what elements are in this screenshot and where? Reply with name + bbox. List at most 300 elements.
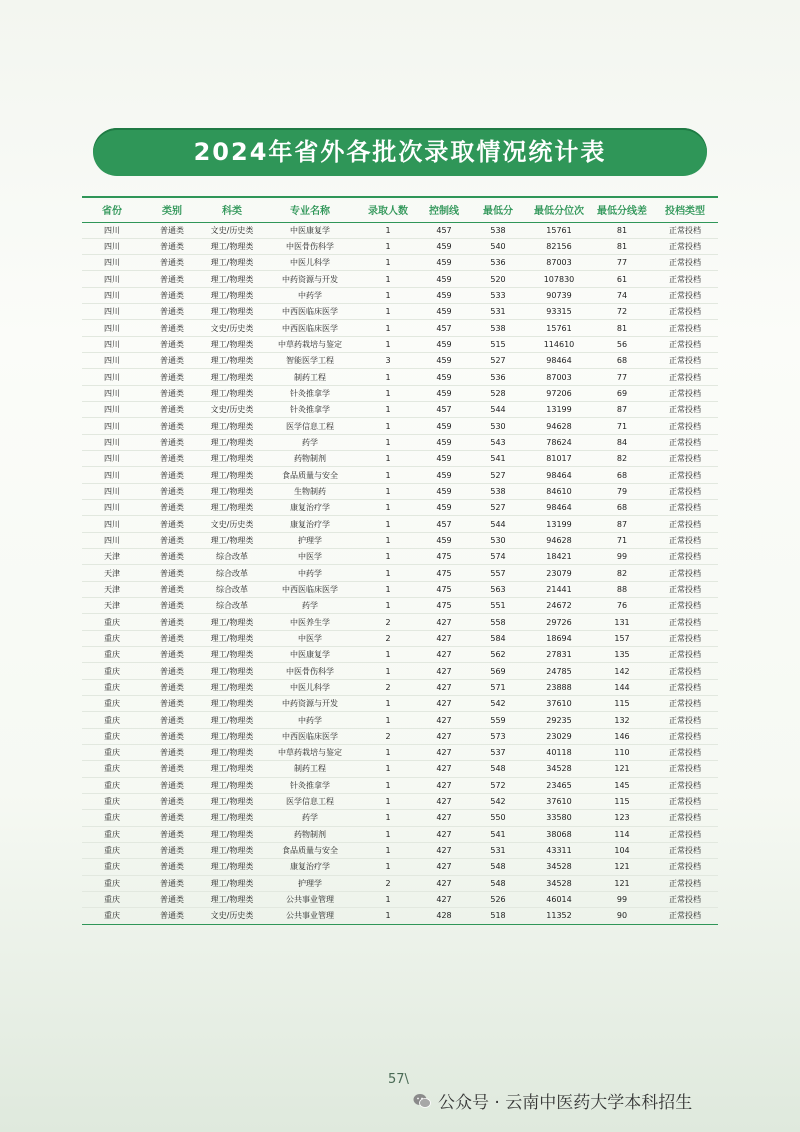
table-cell: 81 (592, 238, 652, 254)
table-cell: 68 (592, 500, 652, 516)
table-cell: 459 (418, 255, 470, 271)
table-cell: 135 (592, 647, 652, 663)
column-header: 投档类型 (652, 197, 718, 222)
table-cell: 1 (358, 745, 418, 761)
table-cell: 普通类 (142, 238, 202, 254)
table-cell: 正常投档 (652, 483, 718, 499)
table-cell: 中西医临床医学 (262, 304, 358, 320)
table-cell: 459 (418, 353, 470, 369)
table-cell: 理工/物理类 (202, 777, 262, 793)
table-cell: 普通类 (142, 222, 202, 238)
table-cell: 理工/物理类 (202, 679, 262, 695)
table-cell: 中医养生学 (262, 614, 358, 630)
table-cell: 84 (592, 434, 652, 450)
table-cell: 569 (470, 663, 526, 679)
table-cell: 541 (470, 826, 526, 842)
table-cell: 121 (592, 761, 652, 777)
table-cell: 四川 (82, 516, 142, 532)
table-cell: 正常投档 (652, 255, 718, 271)
table-cell: 1 (358, 565, 418, 581)
table-cell: 重庆 (82, 647, 142, 663)
table-cell: 538 (470, 483, 526, 499)
table-cell: 571 (470, 679, 526, 695)
table-cell: 114 (592, 826, 652, 842)
table-cell: 正常投档 (652, 777, 718, 793)
table-cell: 427 (418, 696, 470, 712)
table-cell: 87003 (526, 255, 592, 271)
table-cell: 427 (418, 842, 470, 858)
table-cell: 527 (470, 500, 526, 516)
table-cell: 食品质量与安全 (262, 842, 358, 858)
table-row (82, 500, 718, 516)
table-cell: 562 (470, 647, 526, 663)
table-cell: 1 (358, 222, 418, 238)
table-cell: 537 (470, 745, 526, 761)
table-cell: 459 (418, 467, 470, 483)
table-cell: 重庆 (82, 712, 142, 728)
table-cell: 540 (470, 238, 526, 254)
table-cell: 99 (592, 891, 652, 907)
table-cell: 中药资源与开发 (262, 271, 358, 287)
table-cell: 中医康复学 (262, 222, 358, 238)
table-cell: 普通类 (142, 532, 202, 548)
table-cell: 548 (470, 761, 526, 777)
table-cell: 正常投档 (652, 810, 718, 826)
table-cell: 24672 (526, 598, 592, 614)
table-cell: 四川 (82, 532, 142, 548)
table-cell: 药学 (262, 434, 358, 450)
table-cell: 1 (358, 581, 418, 597)
table-cell: 1 (358, 712, 418, 728)
table-cell: 普通类 (142, 826, 202, 842)
table-cell: 正常投档 (652, 663, 718, 679)
table-cell: 四川 (82, 500, 142, 516)
table-cell: 1 (358, 255, 418, 271)
table-cell: 68 (592, 353, 652, 369)
table-row (82, 647, 718, 663)
table-row (82, 728, 718, 744)
table-cell: 普通类 (142, 369, 202, 385)
table-cell: 四川 (82, 353, 142, 369)
table-cell: 普通类 (142, 418, 202, 434)
table-cell: 普通类 (142, 908, 202, 924)
table-cell: 理工/物理类 (202, 451, 262, 467)
table-row (82, 287, 718, 303)
table-cell: 61 (592, 271, 652, 287)
table-cell: 普通类 (142, 402, 202, 418)
table-row (82, 255, 718, 271)
table-cell: 理工/物理类 (202, 369, 262, 385)
table-row (82, 793, 718, 809)
table-cell: 459 (418, 500, 470, 516)
table-cell: 98464 (526, 467, 592, 483)
table-cell: 四川 (82, 451, 142, 467)
table-cell: 146 (592, 728, 652, 744)
table-body (82, 222, 718, 924)
table-cell: 37610 (526, 793, 592, 809)
table-cell: 正常投档 (652, 222, 718, 238)
table-cell: 71 (592, 418, 652, 434)
table-cell: 四川 (82, 271, 142, 287)
table-cell: 459 (418, 336, 470, 352)
table-cell: 68 (592, 467, 652, 483)
table-cell: 427 (418, 891, 470, 907)
table-cell: 1 (358, 500, 418, 516)
table-cell: 四川 (82, 434, 142, 450)
table-cell: 中药学 (262, 712, 358, 728)
table-cell: 11352 (526, 908, 592, 924)
table-cell: 18694 (526, 630, 592, 646)
table-cell: 142 (592, 663, 652, 679)
table-cell: 115 (592, 793, 652, 809)
table-cell: 427 (418, 614, 470, 630)
table-cell: 制药工程 (262, 369, 358, 385)
table-cell: 557 (470, 565, 526, 581)
table-cell: 针灸推拿学 (262, 402, 358, 418)
table-cell: 1 (358, 842, 418, 858)
table-cell: 81 (592, 320, 652, 336)
table-cell: 普通类 (142, 663, 202, 679)
table-cell: 四川 (82, 467, 142, 483)
table-cell: 普通类 (142, 549, 202, 565)
table-row (82, 581, 718, 597)
table-row (82, 369, 718, 385)
table-cell: 中药学 (262, 287, 358, 303)
table-row (82, 418, 718, 434)
table-cell: 普通类 (142, 875, 202, 891)
table-cell: 93315 (526, 304, 592, 320)
table-cell: 普通类 (142, 320, 202, 336)
table-cell: 3 (358, 353, 418, 369)
table-cell: 四川 (82, 222, 142, 238)
table-cell: 71 (592, 532, 652, 548)
table-cell: 综合改革 (202, 581, 262, 597)
page-title: 2024年省外各批次录取情况统计表 (193, 138, 607, 166)
table-cell: 24785 (526, 663, 592, 679)
table-cell: 77 (592, 369, 652, 385)
table-cell: 15761 (526, 222, 592, 238)
table-row (82, 777, 718, 793)
table-cell: 528 (470, 385, 526, 401)
table-row (82, 483, 718, 499)
table-cell: 药学 (262, 810, 358, 826)
table-row (82, 614, 718, 630)
table-row (82, 549, 718, 565)
table-cell: 理工/物理类 (202, 238, 262, 254)
table-cell: 34528 (526, 875, 592, 891)
table-cell: 重庆 (82, 810, 142, 826)
table-cell: 重庆 (82, 859, 142, 875)
table-cell: 520 (470, 271, 526, 287)
table-cell: 558 (470, 614, 526, 630)
table-cell: 中医儿科学 (262, 679, 358, 695)
table-cell: 427 (418, 663, 470, 679)
table-cell: 护理学 (262, 875, 358, 891)
table-cell: 72 (592, 304, 652, 320)
table-cell: 重庆 (82, 761, 142, 777)
table-cell: 1 (358, 663, 418, 679)
table-cell: 针灸推拿学 (262, 777, 358, 793)
table-cell: 1 (358, 271, 418, 287)
table-cell: 理工/物理类 (202, 793, 262, 809)
table-cell: 131 (592, 614, 652, 630)
table-cell: 普通类 (142, 614, 202, 630)
table-cell: 1 (358, 859, 418, 875)
table-row (82, 451, 718, 467)
table-cell: 中西医临床医学 (262, 320, 358, 336)
table-row (82, 353, 718, 369)
table-cell: 康复治疗学 (262, 859, 358, 875)
table-row (82, 271, 718, 287)
table-cell: 四川 (82, 320, 142, 336)
table-cell: 541 (470, 451, 526, 467)
table-cell: 82 (592, 451, 652, 467)
table-cell: 82156 (526, 238, 592, 254)
table-cell: 四川 (82, 287, 142, 303)
official-account-label: 公众号 · 云南中医药大学本科招生 (438, 1093, 693, 1113)
table-cell: 459 (418, 238, 470, 254)
table-cell: 四川 (82, 418, 142, 434)
table-cell: 正常投档 (652, 418, 718, 434)
table-cell: 普通类 (142, 385, 202, 401)
table-cell: 459 (418, 483, 470, 499)
table-cell: 四川 (82, 238, 142, 254)
table-cell: 427 (418, 859, 470, 875)
table-cell: 正常投档 (652, 793, 718, 809)
table-cell: 普通类 (142, 745, 202, 761)
table-row (82, 826, 718, 842)
table-cell: 531 (470, 304, 526, 320)
table-cell: 综合改革 (202, 549, 262, 565)
table-cell: 475 (418, 565, 470, 581)
table-row (82, 679, 718, 695)
table-cell: 普通类 (142, 598, 202, 614)
table-cell: 药物制剂 (262, 826, 358, 842)
table-cell: 中医儿科学 (262, 255, 358, 271)
table-cell: 理工/物理类 (202, 696, 262, 712)
admission-stats-table (82, 196, 718, 925)
table-cell: 正常投档 (652, 451, 718, 467)
table-cell: 正常投档 (652, 908, 718, 924)
table-cell: 正常投档 (652, 696, 718, 712)
table-cell: 重庆 (82, 663, 142, 679)
table-cell: 正常投档 (652, 826, 718, 842)
table-cell: 544 (470, 402, 526, 418)
table-cell: 94628 (526, 532, 592, 548)
column-header: 最低分线差 (592, 197, 652, 222)
table-cell: 1 (358, 793, 418, 809)
table-cell: 1 (358, 434, 418, 450)
table-cell: 四川 (82, 402, 142, 418)
table-cell: 中医康复学 (262, 647, 358, 663)
table-cell: 38068 (526, 826, 592, 842)
table-row (82, 320, 718, 336)
table-cell: 公共事业管理 (262, 908, 358, 924)
table-cell: 普通类 (142, 565, 202, 581)
table-cell: 理工/物理类 (202, 271, 262, 287)
table-cell: 天津 (82, 581, 142, 597)
table-cell: 普通类 (142, 810, 202, 826)
table-cell: 551 (470, 598, 526, 614)
table-cell: 理工/物理类 (202, 336, 262, 352)
table-cell: 82 (592, 565, 652, 581)
table-cell: 理工/物理类 (202, 614, 262, 630)
table-cell: 理工/物理类 (202, 810, 262, 826)
table-cell: 1 (358, 369, 418, 385)
table-cell: 理工/物理类 (202, 532, 262, 548)
table-cell: 427 (418, 728, 470, 744)
table-cell: 重庆 (82, 908, 142, 924)
table-cell: 459 (418, 451, 470, 467)
table-cell: 理工/物理类 (202, 745, 262, 761)
table-cell: 正常投档 (652, 532, 718, 548)
column-header: 最低分 (470, 197, 526, 222)
table-row (82, 663, 718, 679)
table-cell: 普通类 (142, 500, 202, 516)
column-header: 控制线 (418, 197, 470, 222)
table-cell: 普通类 (142, 630, 202, 646)
table-cell: 中药资源与开发 (262, 696, 358, 712)
table-cell: 普通类 (142, 434, 202, 450)
table-cell: 1 (358, 418, 418, 434)
table-cell: 理工/物理类 (202, 353, 262, 369)
table-cell: 正常投档 (652, 353, 718, 369)
table-cell: 正常投档 (652, 859, 718, 875)
table-cell: 理工/物理类 (202, 761, 262, 777)
table-cell: 2 (358, 728, 418, 744)
table-cell: 94628 (526, 418, 592, 434)
table-row (82, 761, 718, 777)
table-cell: 1 (358, 320, 418, 336)
table-cell: 76 (592, 598, 652, 614)
table-cell: 457 (418, 320, 470, 336)
table-cell: 普通类 (142, 859, 202, 875)
table-cell: 理工/物理类 (202, 630, 262, 646)
table-cell: 459 (418, 418, 470, 434)
table-cell: 115 (592, 696, 652, 712)
table-cell: 459 (418, 369, 470, 385)
table-cell: 527 (470, 353, 526, 369)
table-cell: 515 (470, 336, 526, 352)
table-cell: 文史/历史类 (202, 320, 262, 336)
table-cell: 78624 (526, 434, 592, 450)
table-cell: 普通类 (142, 696, 202, 712)
table-cell: 正常投档 (652, 875, 718, 891)
table-cell: 普通类 (142, 255, 202, 271)
table-cell: 530 (470, 532, 526, 548)
table-cell: 87 (592, 402, 652, 418)
table-cell: 重庆 (82, 696, 142, 712)
table-cell: 正常投档 (652, 630, 718, 646)
column-header: 录取人数 (358, 197, 418, 222)
table-cell: 正常投档 (652, 842, 718, 858)
table-cell: 正常投档 (652, 549, 718, 565)
table-cell: 理工/物理类 (202, 712, 262, 728)
table-cell: 2 (358, 679, 418, 695)
table-cell: 医学信息工程 (262, 418, 358, 434)
table-cell: 普通类 (142, 793, 202, 809)
table-cell: 114610 (526, 336, 592, 352)
table-row (82, 565, 718, 581)
table-cell: 文史/历史类 (202, 908, 262, 924)
table-cell: 23029 (526, 728, 592, 744)
table-cell: 99 (592, 549, 652, 565)
table-cell: 重庆 (82, 630, 142, 646)
table-cell: 1 (358, 402, 418, 418)
table-cell: 98464 (526, 353, 592, 369)
table-cell: 98464 (526, 500, 592, 516)
table-cell: 正常投档 (652, 647, 718, 663)
table-row (82, 532, 718, 548)
table-cell: 普通类 (142, 777, 202, 793)
table-cell: 542 (470, 696, 526, 712)
table-row (82, 810, 718, 826)
table-cell: 正常投档 (652, 385, 718, 401)
table-cell: 563 (470, 581, 526, 597)
table-cell: 理工/物理类 (202, 859, 262, 875)
table-cell: 13199 (526, 516, 592, 532)
table-cell: 428 (418, 908, 470, 924)
table-cell: 普通类 (142, 336, 202, 352)
table-cell: 普通类 (142, 581, 202, 597)
table-cell: 81017 (526, 451, 592, 467)
table-cell: 74 (592, 287, 652, 303)
table-cell: 23888 (526, 679, 592, 695)
table-cell: 459 (418, 304, 470, 320)
table-cell: 中医学 (262, 630, 358, 646)
table-cell: 33580 (526, 810, 592, 826)
table-cell: 重庆 (82, 679, 142, 695)
table-cell: 正常投档 (652, 467, 718, 483)
table-row (82, 630, 718, 646)
table-header-row (82, 197, 718, 222)
table-cell: 427 (418, 679, 470, 695)
table-cell: 87 (592, 516, 652, 532)
table-cell: 2 (358, 875, 418, 891)
table-cell: 重庆 (82, 842, 142, 858)
table-cell: 四川 (82, 336, 142, 352)
table-cell: 正常投档 (652, 728, 718, 744)
table-cell: 544 (470, 516, 526, 532)
table-cell: 533 (470, 287, 526, 303)
table-cell: 79 (592, 483, 652, 499)
table-cell: 427 (418, 793, 470, 809)
table-cell: 医学信息工程 (262, 793, 358, 809)
table-cell: 427 (418, 777, 470, 793)
table-cell: 正常投档 (652, 761, 718, 777)
table-cell: 公共事业管理 (262, 891, 358, 907)
table-cell: 正常投档 (652, 565, 718, 581)
table-cell: 四川 (82, 255, 142, 271)
table-cell: 针灸推拿学 (262, 385, 358, 401)
table-cell: 1 (358, 810, 418, 826)
table-cell: 157 (592, 630, 652, 646)
table-cell: 1 (358, 385, 418, 401)
table-cell: 548 (470, 875, 526, 891)
table-cell: 538 (470, 320, 526, 336)
table-cell: 90739 (526, 287, 592, 303)
table-cell: 正常投档 (652, 304, 718, 320)
table-cell: 34528 (526, 859, 592, 875)
table-cell: 1 (358, 238, 418, 254)
table-cell: 427 (418, 761, 470, 777)
table-cell: 康复治疗学 (262, 516, 358, 532)
table-cell: 110 (592, 745, 652, 761)
table-cell: 药物制剂 (262, 451, 358, 467)
table-row (82, 908, 718, 924)
table-row (82, 467, 718, 483)
table-row (82, 842, 718, 858)
